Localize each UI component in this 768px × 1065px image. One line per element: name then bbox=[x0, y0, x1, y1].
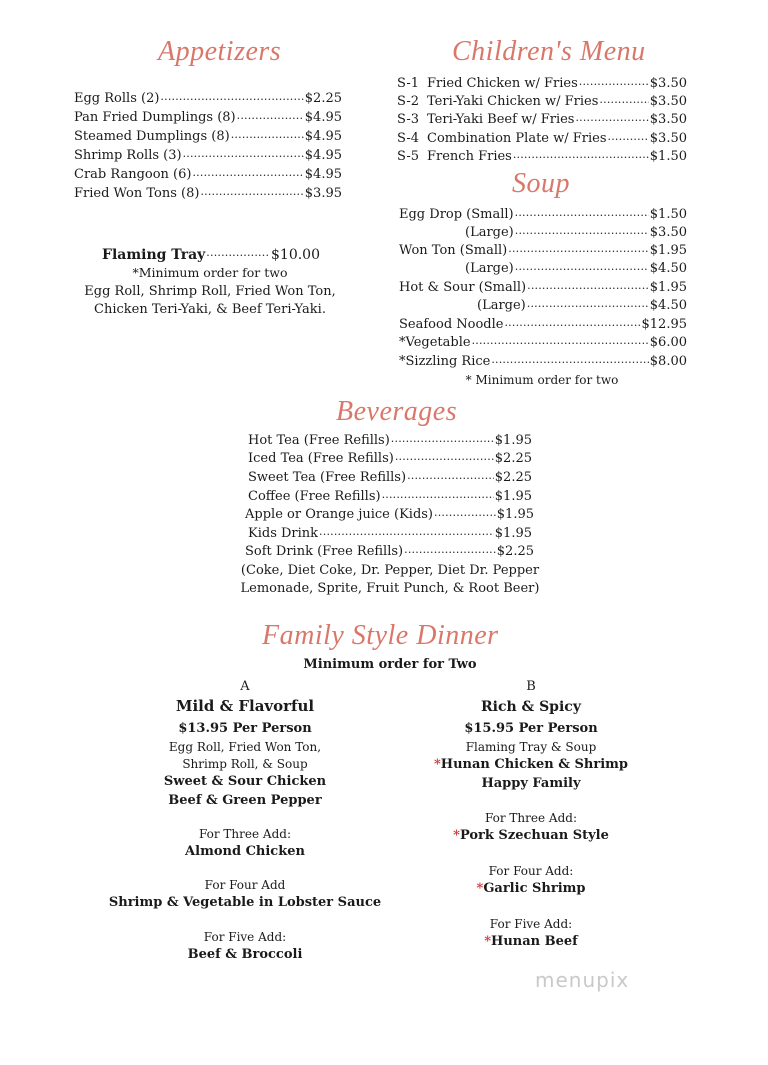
menu-item: S-5 French Fries ..... $1.50 bbox=[397, 148, 687, 167]
spicy-star: * bbox=[433, 757, 441, 772]
menu-item: Won Ton (Small) ..... $1.95 bbox=[399, 242, 687, 261]
menu-item: (Large) ..... $4.50 bbox=[399, 260, 687, 279]
spicy-star: * bbox=[484, 934, 492, 949]
appetizers-title: Appetizers bbox=[158, 36, 282, 67]
menu-item: *Vegetable ..... $6.00 bbox=[399, 334, 687, 353]
menu-item: Egg Rolls (2) ..... $2.25 bbox=[74, 90, 342, 109]
soup-title: Soup bbox=[512, 168, 570, 199]
menu-item: Hot Tea (Free Refills) ..... $1.95 bbox=[248, 432, 532, 451]
menu-item: Steamed Dumplings (8) ..... $4.95 bbox=[74, 128, 342, 147]
dinner-b-name: Rich & Spicy bbox=[481, 699, 581, 715]
dinner-a-price: $13.95 Per Person bbox=[178, 721, 312, 736]
menu-item: Soft Drink (Free Refills) ..... $2.25 bbox=[245, 543, 534, 562]
menu-item: Shrimp Rolls (3) ..... $4.95 bbox=[74, 147, 342, 166]
beverages-title: Beverages bbox=[336, 396, 458, 427]
family-dinner-subtitle: Minimum order for Two bbox=[303, 657, 477, 672]
menu-item: Seafood Noodle ..... $12.95 bbox=[399, 316, 687, 335]
menu-item: Iced Tea (Free Refills) ..... $2.25 bbox=[248, 450, 532, 469]
menu-item: Hot & Sour (Small) ..... $1.95 bbox=[399, 279, 687, 298]
flaming-tray-desc: Egg Roll, Shrimp Roll, Fried Won Ton, bbox=[84, 284, 336, 299]
menu-item: Kids Drink ..... $1.95 bbox=[248, 525, 532, 544]
dinner-b-dish: Happy Family bbox=[481, 776, 581, 791]
dinner-a-dish: Sweet & Sour Chicken bbox=[163, 774, 327, 789]
dinner-a-dish: Beef & Green Pepper bbox=[168, 793, 322, 808]
dinner-a-includes: Shrimp Roll, & Soup bbox=[182, 757, 308, 771]
dinner-a-three-label: For Three Add: bbox=[198, 827, 291, 841]
dinner-b-four-dish: *Garlic Shrimp bbox=[476, 881, 586, 896]
dinner-b-three-label: For Three Add: bbox=[484, 811, 577, 825]
menu-item: Pan Fried Dumplings (8) ..... $4.95 bbox=[74, 109, 342, 128]
flaming-tray-item: Flaming Tray ..... $10.00 bbox=[102, 246, 320, 265]
soup-note: * Minimum order for two bbox=[465, 373, 619, 387]
dinner-a-five-label: For Five Add: bbox=[203, 930, 287, 944]
menu-item: S-4 Combination Plate w/ Fries ..... $3.50 bbox=[397, 130, 687, 149]
dinner-a-name: Mild & Flavorful bbox=[175, 697, 315, 715]
dinner-b-letter: B bbox=[526, 679, 536, 694]
dinner-a-five-dish: Beef & Broccoli bbox=[187, 947, 303, 962]
spicy-star: * bbox=[476, 881, 484, 896]
dinner-a-three-dish: Almond Chicken bbox=[185, 844, 305, 859]
dinner-b-five-label: For Five Add: bbox=[489, 917, 573, 931]
dinner-b-four-label: For Four Add: bbox=[488, 864, 574, 878]
menu-item: S-3 Teri-Yaki Beef w/ Fries ..... $3.50 bbox=[397, 111, 687, 130]
dinner-a-includes: Egg Roll, Fried Won Ton, bbox=[168, 740, 322, 754]
dinner-b-price: $15.95 Per Person bbox=[464, 721, 598, 736]
dinner-b-dish: *Hunan Chicken & Shrimp bbox=[433, 757, 629, 772]
menu-item: Crab Rangoon (6) ..... $4.95 bbox=[74, 166, 342, 185]
dinner-a-four-dish: Shrimp & Vegetable in Lobster Sauce bbox=[108, 895, 382, 910]
soft-drink-list: Lemonade, Sprite, Fruit Punch, & Root Beer) bbox=[240, 581, 540, 596]
menu-item: Egg Drop (Small) ..... $1.50 bbox=[399, 206, 687, 225]
menu-item: (Large) ..... $4.50 bbox=[399, 297, 687, 316]
dinner-b-includes: Flaming Tray & Soup bbox=[465, 740, 597, 754]
menu-item: (Large) ..... $3.50 bbox=[399, 224, 687, 243]
dinner-b-three-dish: *Pork Szechuan Style bbox=[453, 828, 609, 843]
menu-item: Apple or Orange juice (Kids) ..... $1.95 bbox=[245, 506, 534, 525]
menu-item: S-1 Fried Chicken w/ Fries ..... $3.50 bbox=[397, 75, 687, 94]
spicy-star: * bbox=[453, 828, 460, 843]
family-dinner-title: Family Style Dinner bbox=[262, 620, 499, 651]
menu-item: S-2 Teri-Yaki Chicken w/ Fries ..... $3.50 bbox=[397, 93, 687, 112]
watermark: menupix bbox=[535, 968, 630, 992]
menu-item: *Sizzling Rice ..... $8.00 bbox=[399, 353, 687, 372]
dinner-b-five-dish: *Hunan Beef bbox=[484, 934, 578, 949]
menu-item: Coffee (Free Refills) ..... $1.95 bbox=[248, 488, 532, 507]
dinner-a-four-label: For Four Add bbox=[204, 878, 286, 892]
menu-item: Fried Won Tons (8) ..... $3.95 bbox=[74, 185, 342, 204]
flaming-tray-note: *Minimum order for two bbox=[132, 265, 288, 280]
flaming-tray-desc: Chicken Teri-Yaki, & Beef Teri-Yaki. bbox=[94, 302, 326, 317]
soft-drink-list: (Coke, Diet Coke, Dr. Pepper, Diet Dr. Pepper bbox=[240, 563, 540, 578]
dinner-a-letter: A bbox=[240, 679, 250, 694]
menu-item: Sweet Tea (Free Refills) ..... $2.25 bbox=[248, 469, 532, 488]
childrens-menu-title: Children's Menu bbox=[452, 36, 646, 67]
